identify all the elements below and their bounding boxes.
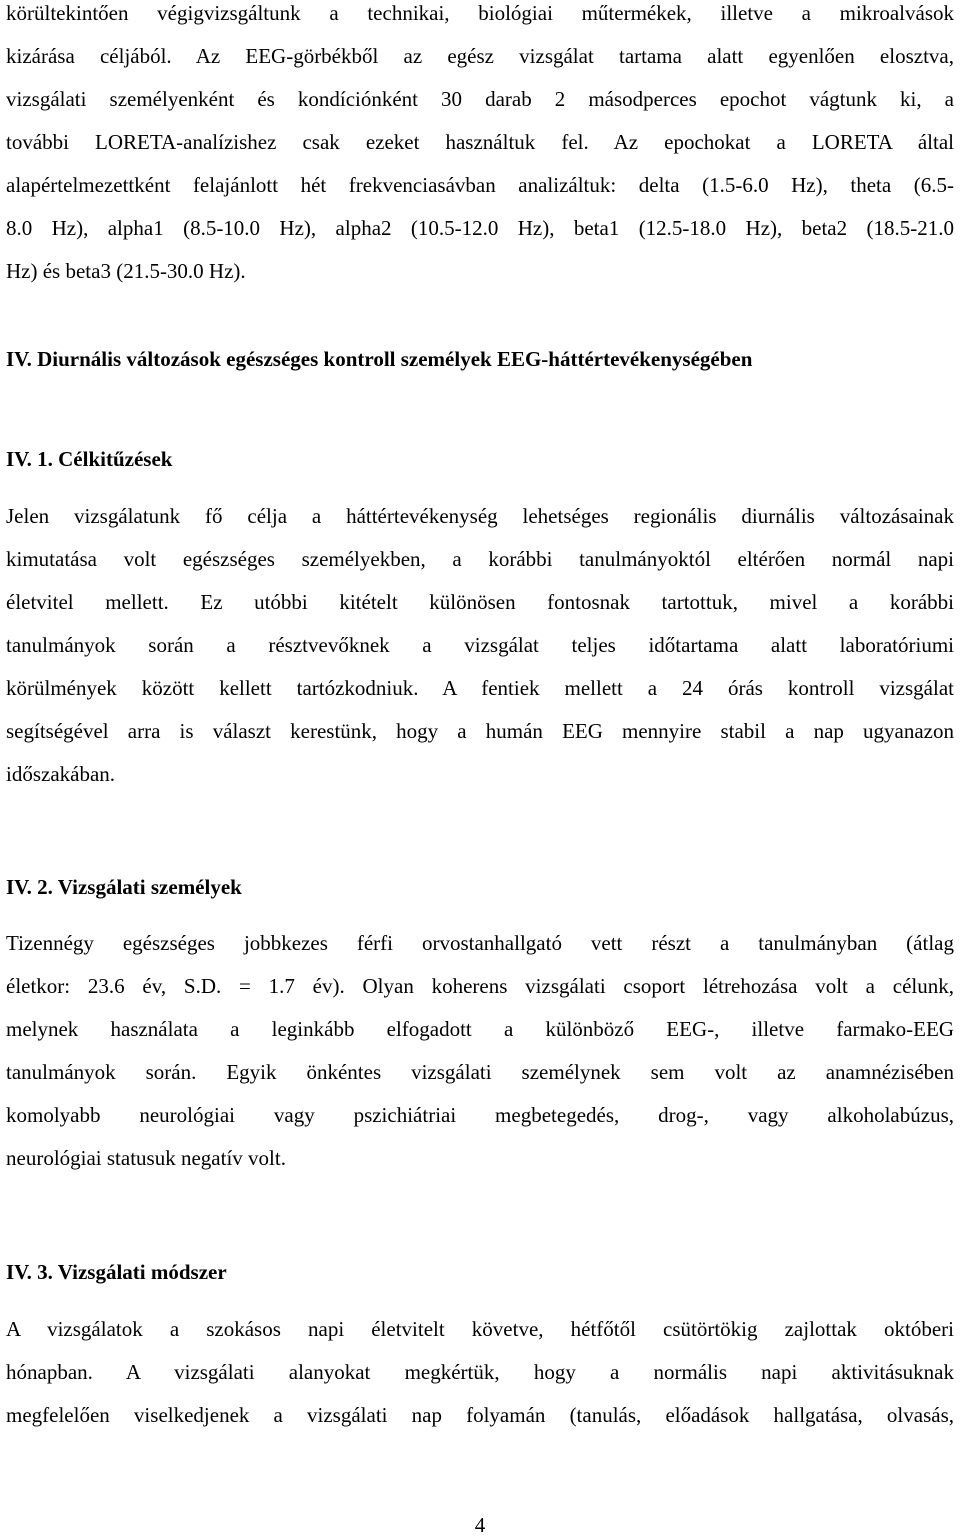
section-heading-3: IV. 3. Vizsgálati módszer [6,1260,227,1284]
section-1-line-7: időszakában. [6,762,116,786]
intro-line-6: 8.0 Hz), alpha1 (8.5-10.0 Hz), alpha2 (10.5-12.0 Hz), beta1 (12.5-18.0 Hz), beta2 (18.5-21.0 [6,216,954,240]
section-3-line-3: megfelelően viselkedjenek a vizsgálati nap folyamán (tanulás, előadások hallgatása, olvasás, [6,1403,954,1427]
section-1-line-3: életvitel mellett. Ez utóbbi kitételt különösen fontosnak tartottuk, mivel a korábbi [6,590,954,614]
page-number: 4 [474,1513,486,1537]
section-1-line-2: kimutatása volt egészséges személyekben, a korábbi tanulmányoktól eltérően normál napi [6,547,954,571]
intro-line-4: további LORETA-analízishez csak ezeket használtuk fel. Az epochokat a LORETA által [6,130,954,154]
section-2-line-6: neurológiai statusuk negatív volt. [6,1146,286,1170]
section-1-line-1: Jelen vizsgálatunk fő célja a háttértevékenység lehetséges regionális diurnális változásainak [6,504,954,528]
section-3-line-1: A vizsgálatok a szokásos napi életvitelt követve, hétfőtől csütörtökig zajlottak októberi [6,1317,954,1341]
section-2-line-4: tanulmányok során. Egyik önkéntes vizsgálati személynek sem volt az anamnézisében [6,1060,954,1084]
intro-line-3: vizsgálati személyenként és kondíciónként 30 darab 2 másodperces epochot vágtunk ki, a [6,87,954,111]
section-2-line-1: Tizennégy egészséges jobbkezes férfi orvostanhallgató vett részt a tanulmányban (átlag [6,931,954,955]
intro-line-2: kizárása céljából. Az EEG-görbékből az egész vizsgálat tartama alatt egyenlően elosztva, [6,44,954,68]
section-heading-1: IV. 1. Célkitűzések [6,447,173,471]
section-1-line-5: körülmények között kellett tartózkodniuk. A fentiek mellett a 24 órás kontroll vizsgálat [6,676,954,700]
intro-line-1: körültekintően végigvizsgáltunk a technikai, biológiai műtermékek, illetve a mikroalvások [6,1,954,25]
chapter-heading: IV. Diurnális változások egészséges kontroll személyek EEG-háttértevékenységében [6,347,753,371]
section-2-line-3: melynek használata a leginkább elfogadott a különböző EEG-, illetve farmako-EEG [6,1017,954,1041]
section-2-line-2: életkor: 23.6 év, S.D. = 1.7 év). Olyan koherens vizsgálati csoport létrehozása volt a célunk, [6,974,954,998]
section-heading-2: IV. 2. Vizsgálati személyek [6,875,242,899]
intro-line-7: Hz) és beta3 (21.5-30.0 Hz). [6,259,246,283]
section-1-line-6: segítségével arra is választ kerestünk, hogy a humán EEG mennyire stabil a nap ugyanazon [6,719,954,743]
intro-line-5: alapértelmezettként felajánlott hét frekvenciasávban analizáltuk: delta (1.5-6.0 Hz), theta (6.5- [6,173,954,197]
section-3-line-2: hónapban. A vizsgálati alanyokat megkértük, hogy a normális napi aktivitásuknak [6,1360,954,1384]
section-2-line-5: komolyabb neurológiai vagy pszichiátriai megbetegedés, drog-, vagy alkoholabúzus, [6,1103,954,1127]
section-1-line-4: tanulmányok során a résztvevőknek a vizsgálat teljes időtartama alatt laboratóriumi [6,633,954,657]
